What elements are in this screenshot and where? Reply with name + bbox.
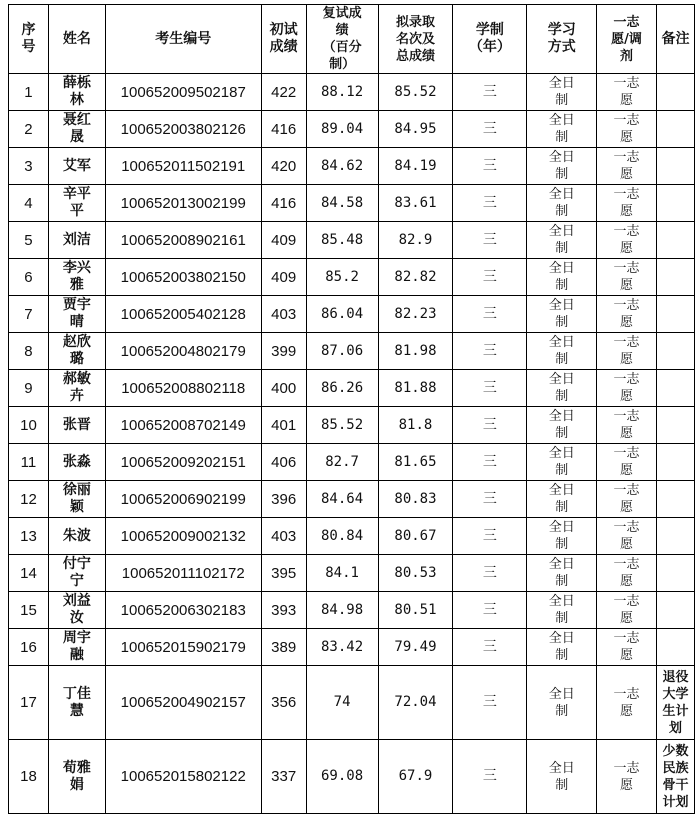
cell-years: 三 — [453, 148, 527, 185]
cell-seq: 4 — [9, 185, 49, 222]
cell-seq: 9 — [9, 370, 49, 407]
cell-exam-no: 100652004802179 — [105, 333, 261, 370]
cell-retest: 89.04 — [306, 111, 378, 148]
cell-name: 徐丽 颖 — [48, 481, 105, 518]
table-row — [9, 370, 695, 407]
cell-mode: 全日 制 — [527, 185, 597, 222]
cell-years: 三 — [453, 111, 527, 148]
cell-note — [656, 629, 694, 666]
cell-name: 辛平 平 — [48, 185, 105, 222]
cell-retest: 84.58 — [306, 185, 378, 222]
cell-name: 艾军 — [48, 148, 105, 185]
cell-choice: 一志 愿 — [597, 185, 657, 222]
cell-exam-no: 100652003802126 — [105, 111, 261, 148]
cell-exam-no: 100652013002199 — [105, 185, 261, 222]
cell-total: 82.9 — [378, 222, 453, 259]
cell-retest: 84.64 — [306, 481, 378, 518]
cell-years: 三 — [453, 444, 527, 481]
cell-note — [656, 259, 694, 296]
header-seq: 序 号 — [9, 5, 49, 74]
header-row — [9, 5, 695, 74]
cell-seq: 17 — [9, 666, 49, 740]
cell-initial: 399 — [261, 333, 306, 370]
cell-years: 三 — [453, 629, 527, 666]
table-row — [9, 444, 695, 481]
cell-choice: 一志 愿 — [597, 629, 657, 666]
cell-initial: 422 — [261, 74, 306, 111]
cell-retest: 83.42 — [306, 629, 378, 666]
cell-initial: 401 — [261, 407, 306, 444]
cell-mode: 全日 制 — [527, 444, 597, 481]
admission-table — [8, 4, 695, 814]
cell-initial: 403 — [261, 518, 306, 555]
cell-initial: 409 — [261, 222, 306, 259]
cell-name: 李兴 雅 — [48, 259, 105, 296]
cell-choice: 一志 愿 — [597, 74, 657, 111]
header-rank: 拟录取 名次及 总成绩 — [378, 5, 453, 74]
cell-choice: 一志 愿 — [597, 740, 657, 814]
cell-name: 聂红 晟 — [48, 111, 105, 148]
header-note: 备注 — [656, 5, 694, 74]
table-row — [9, 222, 695, 259]
cell-choice: 一志 愿 — [597, 259, 657, 296]
cell-choice: 一志 愿 — [597, 518, 657, 555]
cell-mode: 全日 制 — [527, 296, 597, 333]
cell-initial: 337 — [261, 740, 306, 814]
cell-initial: 420 — [261, 148, 306, 185]
cell-years: 三 — [453, 74, 527, 111]
cell-initial: 356 — [261, 666, 306, 740]
cell-choice: 一志 愿 — [597, 370, 657, 407]
cell-mode: 全日 制 — [527, 148, 597, 185]
table-row — [9, 148, 695, 185]
cell-note — [656, 481, 694, 518]
header-choice: 一志 愿/调 剂 — [597, 5, 657, 74]
cell-mode: 全日 制 — [527, 518, 597, 555]
cell-total: 80.51 — [378, 592, 453, 629]
cell-name: 周宇 融 — [48, 629, 105, 666]
cell-seq: 6 — [9, 259, 49, 296]
cell-exam-no: 100652009202151 — [105, 444, 261, 481]
cell-note — [656, 222, 694, 259]
cell-years: 三 — [453, 185, 527, 222]
cell-name: 张晋 — [48, 407, 105, 444]
cell-seq: 11 — [9, 444, 49, 481]
cell-retest: 85.52 — [306, 407, 378, 444]
cell-name: 薛栎 林 — [48, 74, 105, 111]
cell-mode: 全日 制 — [527, 555, 597, 592]
cell-exam-no: 100652003802150 — [105, 259, 261, 296]
cell-note — [656, 370, 694, 407]
cell-total: 79.49 — [378, 629, 453, 666]
cell-exam-no: 100652008802118 — [105, 370, 261, 407]
cell-mode: 全日 制 — [527, 629, 597, 666]
cell-note: 少数 民族 骨干 计划 — [656, 740, 694, 814]
cell-total: 83.61 — [378, 185, 453, 222]
cell-total: 82.82 — [378, 259, 453, 296]
table-row — [9, 185, 695, 222]
cell-note — [656, 333, 694, 370]
header-exam-no: 考生编号 — [105, 5, 261, 74]
cell-name: 朱波 — [48, 518, 105, 555]
cell-name: 郝敏 卉 — [48, 370, 105, 407]
cell-initial: 406 — [261, 444, 306, 481]
cell-total: 84.19 — [378, 148, 453, 185]
cell-exam-no: 100652005402128 — [105, 296, 261, 333]
cell-choice: 一志 愿 — [597, 481, 657, 518]
cell-choice: 一志 愿 — [597, 148, 657, 185]
cell-exam-no: 100652009002132 — [105, 518, 261, 555]
cell-exam-no: 100652011102172 — [105, 555, 261, 592]
cell-retest: 84.1 — [306, 555, 378, 592]
cell-years: 三 — [453, 407, 527, 444]
cell-exam-no: 100652015802122 — [105, 740, 261, 814]
cell-total: 67.9 — [378, 740, 453, 814]
cell-name: 贾宇 晴 — [48, 296, 105, 333]
header-mode: 学习 方式 — [527, 5, 597, 74]
cell-name: 付宁 宁 — [48, 555, 105, 592]
cell-seq: 18 — [9, 740, 49, 814]
cell-exam-no: 100652015902179 — [105, 629, 261, 666]
table-row — [9, 481, 695, 518]
cell-years: 三 — [453, 481, 527, 518]
cell-exam-no: 100652006302183 — [105, 592, 261, 629]
cell-retest: 74 — [306, 666, 378, 740]
cell-note — [656, 111, 694, 148]
cell-initial: 416 — [261, 185, 306, 222]
cell-retest: 88.12 — [306, 74, 378, 111]
cell-retest: 86.26 — [306, 370, 378, 407]
cell-mode: 全日 制 — [527, 592, 597, 629]
cell-note — [656, 74, 694, 111]
cell-years: 三 — [453, 518, 527, 555]
cell-mode: 全日 制 — [527, 370, 597, 407]
cell-initial: 396 — [261, 481, 306, 518]
cell-mode: 全日 制 — [527, 333, 597, 370]
cell-seq: 1 — [9, 74, 49, 111]
cell-seq: 2 — [9, 111, 49, 148]
cell-years: 三 — [453, 296, 527, 333]
cell-exam-no: 100652008702149 — [105, 407, 261, 444]
cell-years: 三 — [453, 740, 527, 814]
table-row — [9, 74, 695, 111]
cell-total: 80.83 — [378, 481, 453, 518]
cell-name: 荀雅 娟 — [48, 740, 105, 814]
cell-years: 三 — [453, 259, 527, 296]
cell-total: 72.04 — [378, 666, 453, 740]
cell-retest: 84.98 — [306, 592, 378, 629]
cell-note — [656, 592, 694, 629]
cell-years: 三 — [453, 555, 527, 592]
cell-total: 81.8 — [378, 407, 453, 444]
cell-mode: 全日 制 — [527, 259, 597, 296]
cell-choice: 一志 愿 — [597, 407, 657, 444]
cell-mode: 全日 制 — [527, 74, 597, 111]
table-row — [9, 296, 695, 333]
cell-seq: 12 — [9, 481, 49, 518]
cell-initial: 409 — [261, 259, 306, 296]
cell-note — [656, 148, 694, 185]
table-row — [9, 629, 695, 666]
cell-name: 张淼 — [48, 444, 105, 481]
cell-years: 三 — [453, 370, 527, 407]
cell-exam-no: 100652011502191 — [105, 148, 261, 185]
cell-total: 82.23 — [378, 296, 453, 333]
cell-choice: 一志 愿 — [597, 444, 657, 481]
cell-mode: 全日 制 — [527, 740, 597, 814]
table-row — [9, 740, 695, 814]
header-retest: 复试成 绩 （百分 制） — [306, 5, 378, 74]
cell-retest: 87.06 — [306, 333, 378, 370]
cell-exam-no: 100652009502187 — [105, 74, 261, 111]
cell-total: 81.88 — [378, 370, 453, 407]
cell-choice: 一志 愿 — [597, 555, 657, 592]
cell-total: 85.52 — [378, 74, 453, 111]
table-row — [9, 518, 695, 555]
cell-exam-no: 100652008902161 — [105, 222, 261, 259]
cell-seq: 8 — [9, 333, 49, 370]
header-years: 学制 （年） — [453, 5, 527, 74]
cell-name: 刘洁 — [48, 222, 105, 259]
cell-note — [656, 185, 694, 222]
cell-retest: 85.2 — [306, 259, 378, 296]
cell-retest: 84.62 — [306, 148, 378, 185]
cell-initial: 416 — [261, 111, 306, 148]
cell-seq: 5 — [9, 222, 49, 259]
cell-choice: 一志 愿 — [597, 333, 657, 370]
cell-mode: 全日 制 — [527, 222, 597, 259]
cell-choice: 一志 愿 — [597, 592, 657, 629]
cell-note — [656, 518, 694, 555]
cell-retest: 86.04 — [306, 296, 378, 333]
cell-total: 81.65 — [378, 444, 453, 481]
cell-seq: 16 — [9, 629, 49, 666]
cell-initial: 395 — [261, 555, 306, 592]
cell-mode: 全日 制 — [527, 407, 597, 444]
cell-note: 退役 大学 生计 划 — [656, 666, 694, 740]
cell-mode: 全日 制 — [527, 481, 597, 518]
cell-choice: 一志 愿 — [597, 296, 657, 333]
cell-name: 丁佳 慧 — [48, 666, 105, 740]
cell-total: 81.98 — [378, 333, 453, 370]
cell-seq: 14 — [9, 555, 49, 592]
cell-seq: 13 — [9, 518, 49, 555]
cell-seq: 10 — [9, 407, 49, 444]
cell-years: 三 — [453, 592, 527, 629]
cell-initial: 400 — [261, 370, 306, 407]
cell-choice: 一志 愿 — [597, 666, 657, 740]
cell-total: 80.53 — [378, 555, 453, 592]
cell-note — [656, 555, 694, 592]
table-row — [9, 555, 695, 592]
cell-note — [656, 296, 694, 333]
header-name: 姓名 — [48, 5, 105, 74]
cell-exam-no: 100652006902199 — [105, 481, 261, 518]
cell-total: 80.67 — [378, 518, 453, 555]
cell-total: 84.95 — [378, 111, 453, 148]
cell-name: 赵欣 璐 — [48, 333, 105, 370]
cell-initial: 389 — [261, 629, 306, 666]
cell-note — [656, 444, 694, 481]
cell-years: 三 — [453, 222, 527, 259]
cell-seq: 3 — [9, 148, 49, 185]
cell-retest: 69.08 — [306, 740, 378, 814]
cell-mode: 全日 制 — [527, 666, 597, 740]
cell-note — [656, 407, 694, 444]
cell-retest: 82.7 — [306, 444, 378, 481]
cell-retest: 80.84 — [306, 518, 378, 555]
cell-mode: 全日 制 — [527, 111, 597, 148]
cell-seq: 15 — [9, 592, 49, 629]
cell-choice: 一志 愿 — [597, 111, 657, 148]
table-row — [9, 111, 695, 148]
cell-seq: 7 — [9, 296, 49, 333]
table-row — [9, 259, 695, 296]
cell-years: 三 — [453, 666, 527, 740]
cell-exam-no: 100652004902157 — [105, 666, 261, 740]
table-row — [9, 666, 695, 740]
table-row — [9, 333, 695, 370]
cell-name: 刘益 汝 — [48, 592, 105, 629]
cell-choice: 一志 愿 — [597, 222, 657, 259]
cell-initial: 393 — [261, 592, 306, 629]
cell-years: 三 — [453, 333, 527, 370]
table-row — [9, 592, 695, 629]
cell-retest: 85.48 — [306, 222, 378, 259]
cell-initial: 403 — [261, 296, 306, 333]
table-row — [9, 407, 695, 444]
header-initial: 初试 成绩 — [261, 5, 306, 74]
